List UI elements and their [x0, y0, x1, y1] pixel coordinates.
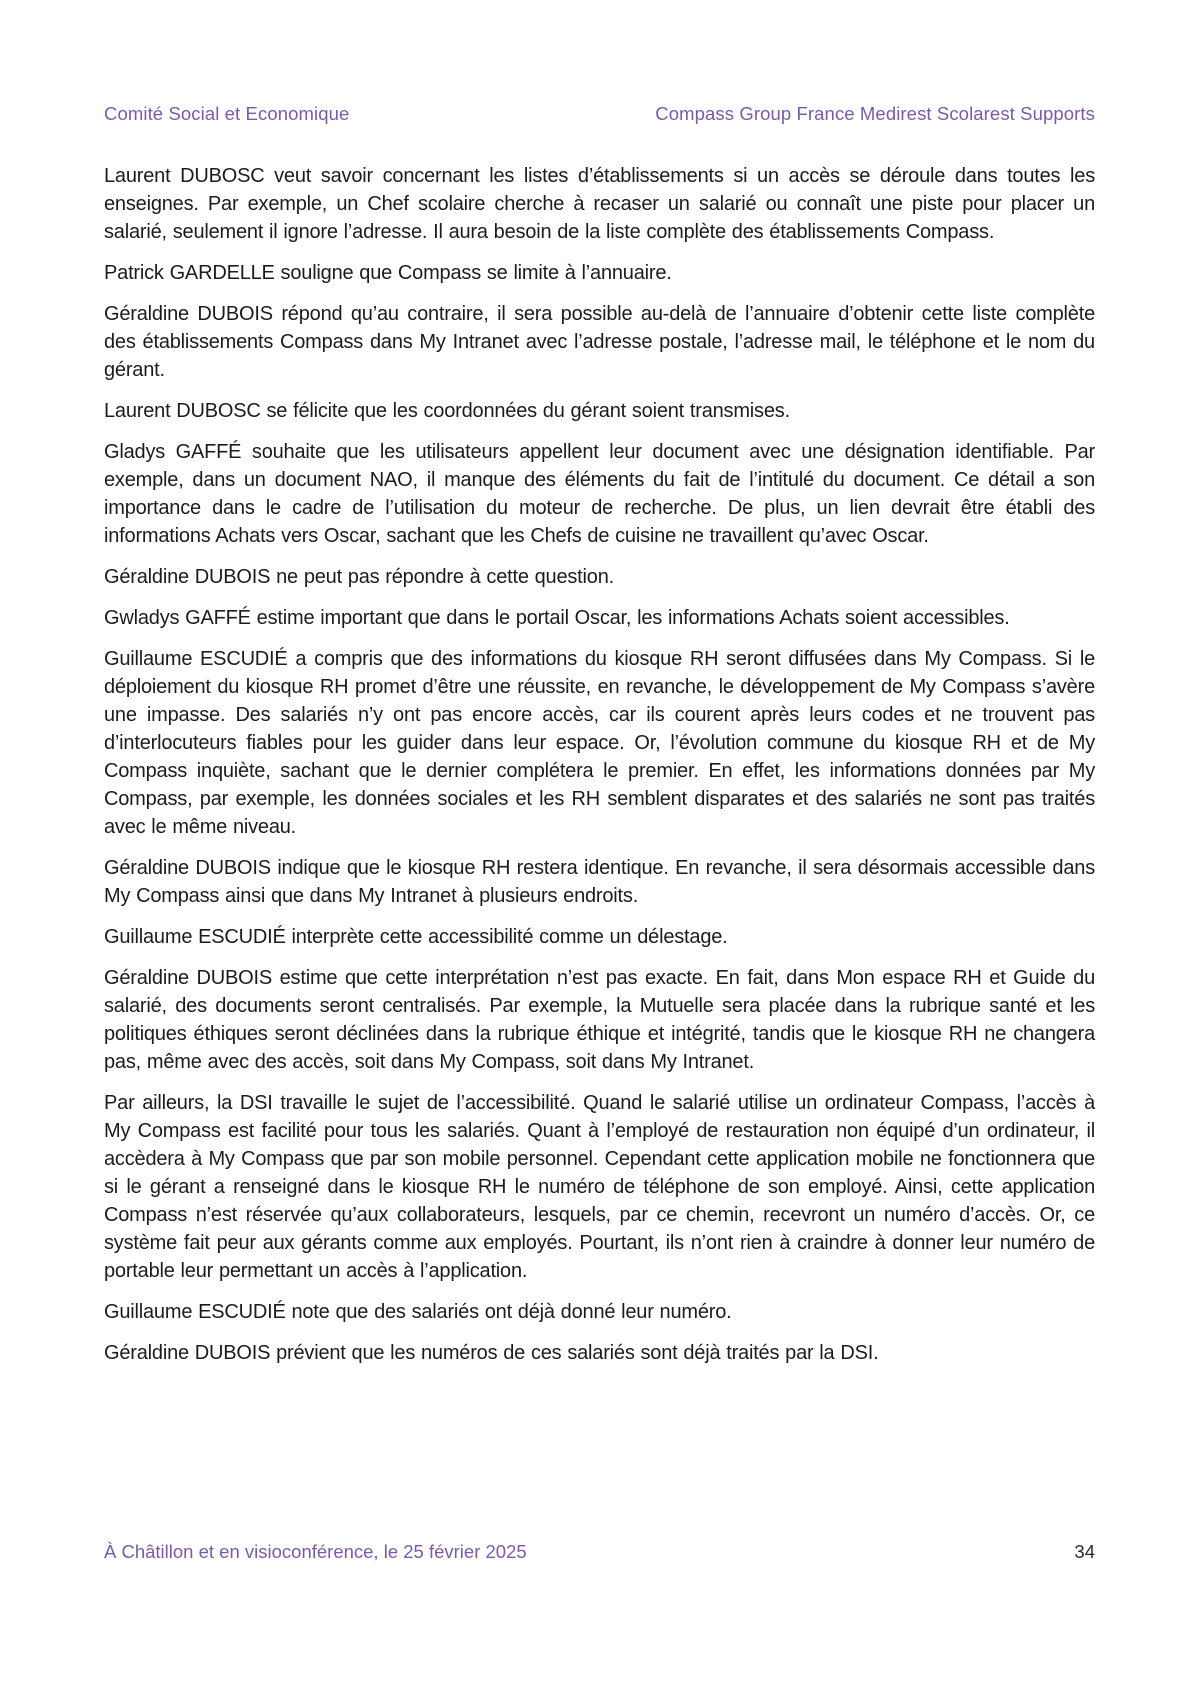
paragraph: Guillaume ESCUDIÉ a compris que des informations du kiosque RH seront diffusées dans My Compass. Si le déploiement du kiosque RH promet d’être une réussite, en revanche, le développement de My Compass s’avère une impasse. Des salariés n’y ont pas encore accès, car ils courent après leurs codes et ne trouvent pas d’interlocuteurs fiables pour les guider dans leur espace. Or, l’évolution commune du kiosque RH et de My Compass inquiète, sachant que le dernier complétera le premier. En effet, les informations données par My Compass, par exemple, les données sociales et les RH semblent disparates et des salariés ne sont pas traités avec le même niveau.: [104, 648, 1095, 838]
header-right-title: Compass Group France Medirest Scolarest Supports: [655, 103, 1095, 124]
paragraph: Gladys GAFFÉ souhaite que les utilisateurs appellent leur document avec une désignation identifiable. Par exemple, dans un document NAO, il manque des éléments du fait de l’intitulé du document. Ce détail a son importance dans le cadre de l’utilisation du moteur de recherche. De plus, un lien devrait être établi des informations Achats vers Oscar, sachant que les Chefs de cuisine ne travaillent qu’avec Oscar.: [104, 441, 1095, 547]
paragraph: Géraldine DUBOIS prévient que les numéros de ces salariés sont déjà traités par la DSI.: [104, 1342, 879, 1364]
paragraph: Géraldine DUBOIS indique que le kiosque RH restera identique. En revanche, il sera désormais accessible dans My Compass ainsi que dans My Intranet à plusieurs endroits.: [104, 857, 1095, 907]
paragraph: Par ailleurs, la DSI travaille le sujet de l’accessibilité. Quand le salarié utilise un ordinateur Compass, l’accès à My Compass est facilité pour tous les salariés. Quant à l’employé de restauration non équipé d’un ordinateur, il accèdera à My Compass que par son mobile personnel. Cependant cette application mobile ne fonctionnera que si le gérant a renseigné dans le kiosque RH le numéro de téléphone de son employé. Ainsi, cette application Compass n’est réservée qu’aux collaborateurs, lesquels, par ce chemin, recevront un numéro d’accès. Or, ce système fait peur aux gérants comme aux employés. Pourtant, ils n’ont rien à craindre à donner leur numéro de portable leur permettant un accès à l’application.: [104, 1092, 1095, 1282]
paragraph: Gwladys GAFFÉ estime important que dans le portail Oscar, les informations Achats soient accessibles.: [104, 607, 1010, 629]
paragraph: Laurent DUBOSC se félicite que les coordonnées du gérant soient transmises.: [104, 400, 790, 422]
page-header: [104, 103, 1095, 125]
page-number: 34: [1074, 1541, 1095, 1562]
paragraph: Laurent DUBOSC veut savoir concernant les listes d’établissements si un accès se déroule dans toutes les enseignes. Par exemple, un Chef scolaire cherche à recaser un salarié ou connaît une piste pour placer un salarié, seulement il ignore l’adresse. Il aura besoin de la liste complète des établissements Compass.: [104, 165, 1095, 243]
page-footer: [104, 1541, 1095, 1563]
paragraph: Guillaume ESCUDIÉ note que des salariés ont déjà donné leur numéro.: [104, 1301, 732, 1323]
paragraph: Géraldine DUBOIS répond qu’au contraire, il sera possible au-delà de l’annuaire d’obtenir cette liste complète des établissements Compass dans My Intranet avec l’adresse postale, l’adresse mail, le téléphone et le nom du gérant.: [104, 303, 1095, 381]
footer-location-date: À Châtillon et en visioconférence, le 25 février 2025: [104, 1541, 527, 1562]
paragraph: Guillaume ESCUDIÉ interprète cette accessibilité comme un délestage.: [104, 926, 728, 948]
paragraph: Géraldine DUBOIS ne peut pas répondre à cette question.: [104, 566, 614, 588]
header-left-title: Comité Social et Economique: [104, 103, 350, 124]
paragraph: Patrick GARDELLE souligne que Compass se limite à l’annuaire.: [104, 262, 672, 284]
paragraph: Géraldine DUBOIS estime que cette interprétation n’est pas exacte. En fait, dans Mon espace RH et Guide du salarié, des documents seront centralisés. Par exemple, la Mutuelle sera placée dans la rubrique santé et les politiques éthiques seront déclinées dans la rubrique éthique et intégrité, tandis que le kiosque RH ne changera pas, même avec des accès, soit dans My Compass, soit dans My Intranet.: [104, 967, 1095, 1073]
document-body: [104, 162, 1095, 1380]
